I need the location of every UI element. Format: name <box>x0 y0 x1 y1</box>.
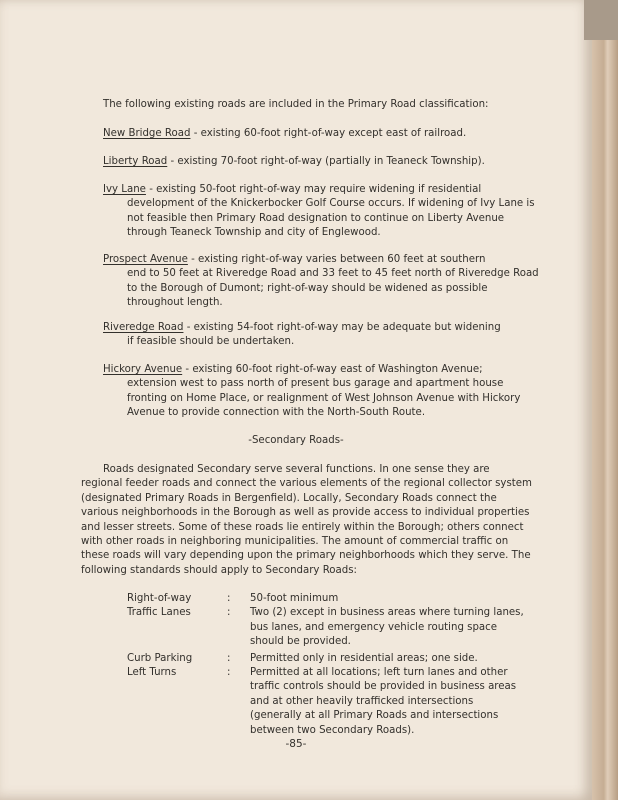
road-description-continued: extension west to pass north of present bus garage and apartment house fronting on Home Place, or realignment of West Johnson Avenue with Hickory Avenue to provide connection with the North-South Route. <box>127 378 521 419</box>
road-name: New Bridge Road <box>103 128 191 139</box>
road-name: Riveredge Road <box>103 322 184 333</box>
standard-term: Right-of-way <box>127 593 192 604</box>
road-description: - existing right-of-way varies between 60 feet at southern <box>187 254 486 265</box>
road-description-continued: development of the Knickerbocker Golf Course occurs. If widening of Ivy Lane is not feasible then Primary Road designation to continue on Liberty Avenue through Teaneck Township and city of Englewood. <box>127 198 535 239</box>
page-edge-strip <box>592 0 618 800</box>
road-description: - existing 70-foot right-of-way (partially in Teaneck Township). <box>167 156 485 167</box>
road-entry-riveredge <box>103 321 543 350</box>
road-description: - existing 54-foot right-of-way may be adequate but widening <box>183 322 501 333</box>
standards-list <box>127 592 527 738</box>
road-entry-new-bridge <box>103 127 543 141</box>
road-description: - existing 60-foot right-of-way except east of railroad. <box>190 128 467 139</box>
intro-text: The following existing roads are included in the Primary Road classification: <box>103 99 489 110</box>
road-entry-liberty <box>103 155 543 169</box>
standard-term: Curb Parking <box>127 652 193 664</box>
standard-row <box>127 666 527 738</box>
standard-definition: 50-foot minimum <box>250 593 339 604</box>
standard-term: Left Turns <box>127 667 177 679</box>
page-number: -85- <box>285 738 307 750</box>
section-heading: -Secondary Roads- <box>248 435 344 446</box>
road-description: - existing 60-foot right-of-way east of Washington Avenue; <box>182 364 483 375</box>
standard-colon: : <box>227 652 231 664</box>
road-name: Liberty Road <box>103 156 168 167</box>
road-entry-hickory <box>103 363 543 421</box>
binder-tab <box>584 0 618 40</box>
road-name: Hickory Avenue <box>103 364 183 375</box>
standard-colon: : <box>227 667 231 679</box>
standard-colon: : <box>227 607 231 619</box>
road-name: Ivy Lane <box>103 184 146 195</box>
standard-colon: : <box>227 593 231 604</box>
standard-definition: Permitted only in residential areas; one side. <box>250 652 478 664</box>
road-entry-ivy-lane <box>103 183 543 241</box>
standard-row <box>127 652 527 666</box>
standard-definition: Two (2) except in business areas where turning lanes, bus lanes, and emergency vehicle routing space should be provided. <box>250 607 524 648</box>
standard-row <box>127 592 527 606</box>
road-description-continued: end to 50 feet at Riveredge Road and 33 feet to 45 feet north of Riveredge Road to the Borough of Dumont; right-of-way should be widened as possible throughout length. <box>127 268 539 309</box>
road-description-continued: if feasible should be undertaken. <box>127 336 295 348</box>
standard-term: Traffic Lanes <box>127 607 191 619</box>
standard-row <box>127 606 527 649</box>
road-name: Prospect Avenue <box>103 254 188 265</box>
road-entry-prospect <box>103 253 543 311</box>
standard-definition: Permitted at all locations; left turn lanes and other traffic controls should be provided in business areas and at other heavily trafficked intersections (generally at all Primary Roads and intersections between two Secondary Roads). <box>250 667 517 736</box>
road-description: - existing 50-foot right-of-way may require widening if residential <box>145 184 482 195</box>
body-paragraph: Roads designated Secondary serve several functions. In one sense they are regional feeder roads and connect the various elements of the regional collector system (designated Primary Roads in Bergenfield). Locally, Secondary Roads connect the various neighborhoods in the Borough as well as provide access to individual properties and lesser streets. Some of these roads lie entirely within the Borough; others connect with other roads in neighboring municipalities. The amount of commercial traffic on these roads will vary depending upon the primary neighborhoods which they serve. The following standards should apply to Secondary Roads: <box>81 464 532 576</box>
